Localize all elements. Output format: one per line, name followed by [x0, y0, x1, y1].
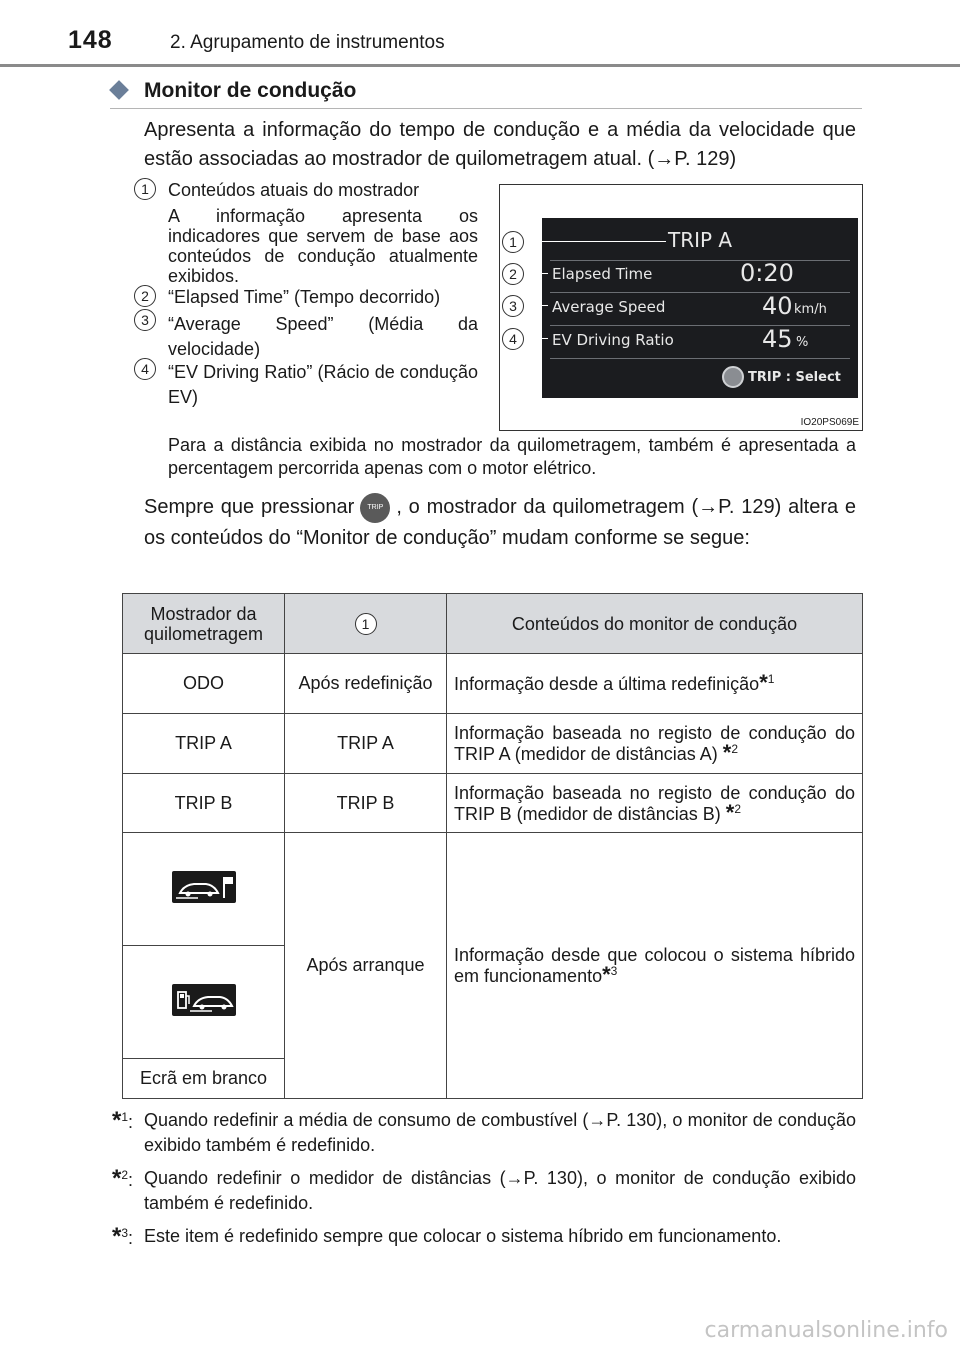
cell-text: Informação desde a última redefinição [454, 674, 760, 694]
table-cell: Após redefinição [285, 654, 447, 714]
footnote-num: 3 [121, 1226, 129, 1240]
table-header-cell: Mostrador da quilometragem [123, 594, 285, 654]
table-cell: TRIP B [123, 774, 285, 833]
fuel-pump-car-icon [172, 984, 236, 1016]
footnote-mark: *$^1$: [112, 1107, 134, 1134]
callout-badge-2: 2 [134, 285, 156, 307]
table-row [123, 654, 863, 714]
table-row [123, 774, 863, 833]
asterisk-icon: * [112, 1107, 122, 1134]
footnote-text-part: Este item é redefinido sempre que colocar o sistema híbrido em funcionamento. [144, 1226, 782, 1246]
figure-callout-4: 4 [502, 328, 524, 350]
display-select-hint: TRIP : Select [748, 370, 841, 385]
footnote-mark: *$^3$: [112, 1223, 134, 1250]
page-reference-link[interactable]: P. 129) altera e os conteúdos do “Monitor de condução” mudam conforme se segue: [144, 496, 857, 549]
multi-info-display [542, 218, 858, 398]
asterisk-icon: * [722, 740, 732, 765]
table-cell: Após arranque [285, 833, 447, 1099]
cell-text: Informação baseada no registo de condução do TRIP B (medidor de distâncias B) [454, 782, 855, 824]
footnote-text-part: P. 130), o monitor de condução exibido também é redefinido. [144, 1110, 856, 1155]
display-divider [550, 325, 850, 326]
callout-badge-4: 4 [134, 358, 156, 380]
arrow-icon: → [698, 496, 719, 518]
arrow-icon: → [654, 148, 675, 170]
table-row [123, 714, 863, 774]
footnote-text [144, 1108, 856, 1158]
arrow-icon: → [588, 1110, 607, 1130]
footnote-text-part: Quando redefinir a média de consumo de combustível ( [144, 1110, 589, 1130]
display-label-speed: Average Speed [552, 298, 666, 316]
footnote-3 [112, 1224, 856, 1249]
display-unit-speed: km/h [794, 302, 827, 317]
legend-item-text: A informação apresenta os indicadores que servem de base aos conteúdos de condução atualmente exibidos. [168, 206, 478, 286]
footnote-ref: 2 [731, 742, 739, 756]
table-header-cell [285, 594, 447, 654]
table-cell [447, 714, 863, 774]
callout-leader-line [526, 241, 666, 242]
asterisk-icon: * [725, 799, 735, 825]
footnote-num: 2 [121, 1168, 129, 1182]
legend-item-4: “EV Driving Ratio” (Rácio de condução EV) [168, 362, 478, 407]
figure-callout-1: 1 [502, 231, 524, 253]
figure-code: IO20PS069E [800, 417, 859, 428]
table-cell: TRIP A [285, 714, 447, 774]
distance-note: Para a distância exibida no mostrador da quilometragem, também é apresentada a percentagem percorrida apenas com o motor elétrico. [168, 435, 856, 478]
callout-badge-3: 3 [134, 309, 156, 331]
trip-button-paragraph [144, 492, 856, 553]
footnote-ref: 1 [767, 672, 775, 686]
car-flag-icon [172, 871, 236, 903]
footnote-mark: *$^2$: [112, 1165, 134, 1192]
display-divider [550, 292, 850, 293]
table-cell [447, 833, 863, 1099]
trip-knob-icon [722, 366, 744, 388]
callout-leader-line [526, 338, 548, 339]
callout-leader-line [526, 305, 548, 306]
press-text: Sempre que pressionar [144, 496, 355, 518]
figure-callout-3: 3 [502, 295, 524, 317]
asterisk-icon: * [112, 1165, 122, 1192]
callout-badge-1: 1 [134, 178, 156, 200]
page-number: 148 [68, 26, 113, 54]
footnote-num: 1 [121, 1110, 129, 1124]
section-heading [110, 78, 862, 109]
footnote-1 [112, 1108, 856, 1158]
footnote-ref: 2 [734, 801, 742, 816]
callout-badge-1: 1 [355, 613, 377, 635]
table-cell [123, 833, 285, 946]
table-cell [123, 946, 285, 1059]
footnote-text-part: P. 130), o monitor de condução exibido também é redefinido. [144, 1168, 856, 1213]
cell-text: Informação desde que colocou o sistema híbrido em funcionamento [454, 945, 855, 986]
callout-leader-line [526, 273, 548, 274]
table-header-cell: Conteúdos do monitor de condução [447, 594, 863, 654]
cell-text: Informação baseada no registo de condução do TRIP A (medidor de distâncias A) [454, 723, 855, 764]
asterisk-icon: * [112, 1223, 122, 1250]
display-value-speed: 40 [762, 292, 793, 320]
footnote-text-part: Quando redefinir o medidor de distâncias ( [144, 1168, 506, 1188]
display-divider [550, 260, 850, 261]
footnote-ref: 3 [610, 964, 618, 978]
footnote-2 [112, 1166, 856, 1216]
legend-item-1 [168, 180, 478, 286]
intro-paragraph [144, 116, 856, 174]
intro-text: Apresenta a informação do tempo de condução e a média da velocidade que estão associadas ao mostrador de quilometragem atual. ( [144, 119, 856, 170]
page-reference-link[interactable]: P. 129) [674, 148, 737, 170]
chapter-title: 2. Agrupamento de instrumentos [170, 32, 445, 53]
press-text: , o mostrador da quilometragem ( [396, 496, 699, 518]
trip-button-icon: TRIP [360, 493, 390, 523]
page-header [0, 0, 960, 70]
table-cell: TRIP A [123, 714, 285, 774]
footnote-text [144, 1166, 856, 1216]
display-value-elapsed: 0:20 [740, 259, 794, 287]
header-rule [0, 64, 960, 67]
watermark: carmanualsonline.info [704, 1318, 948, 1343]
display-trip-header: TRIP A [668, 228, 733, 252]
legend-item-3: “Average Speed” (Média da velocidade) [168, 314, 478, 359]
display-divider [550, 358, 850, 359]
table-cell: Ecrã em branco [123, 1059, 285, 1099]
legend-item-title: Conteúdos atuais do mostrador [168, 180, 420, 200]
display-figure [499, 184, 863, 431]
footnote-text [144, 1224, 856, 1249]
table-row [123, 833, 863, 946]
asterisk-icon: * [602, 962, 611, 987]
driving-monitor-table [122, 593, 863, 1099]
legend-item-2: “Elapsed Time” (Tempo decorrido) [168, 287, 441, 307]
table-cell: TRIP B [285, 774, 447, 833]
table-cell: ODO [123, 654, 285, 714]
asterisk-icon: * [759, 670, 768, 695]
figure-callout-2: 2 [502, 263, 524, 285]
display-value-ev: 45 [762, 325, 793, 353]
display-unit-ev: % [796, 335, 809, 350]
table-cell [447, 654, 863, 714]
diamond-bullet-icon [109, 80, 129, 100]
table-header-row [123, 594, 863, 654]
display-label-elapsed: Elapsed Time [552, 265, 653, 283]
display-label-ev: EV Driving Ratio [552, 331, 674, 349]
arrow-icon: → [505, 1168, 524, 1188]
section-title: Monitor de condução [144, 79, 357, 102]
table-cell [447, 774, 863, 833]
